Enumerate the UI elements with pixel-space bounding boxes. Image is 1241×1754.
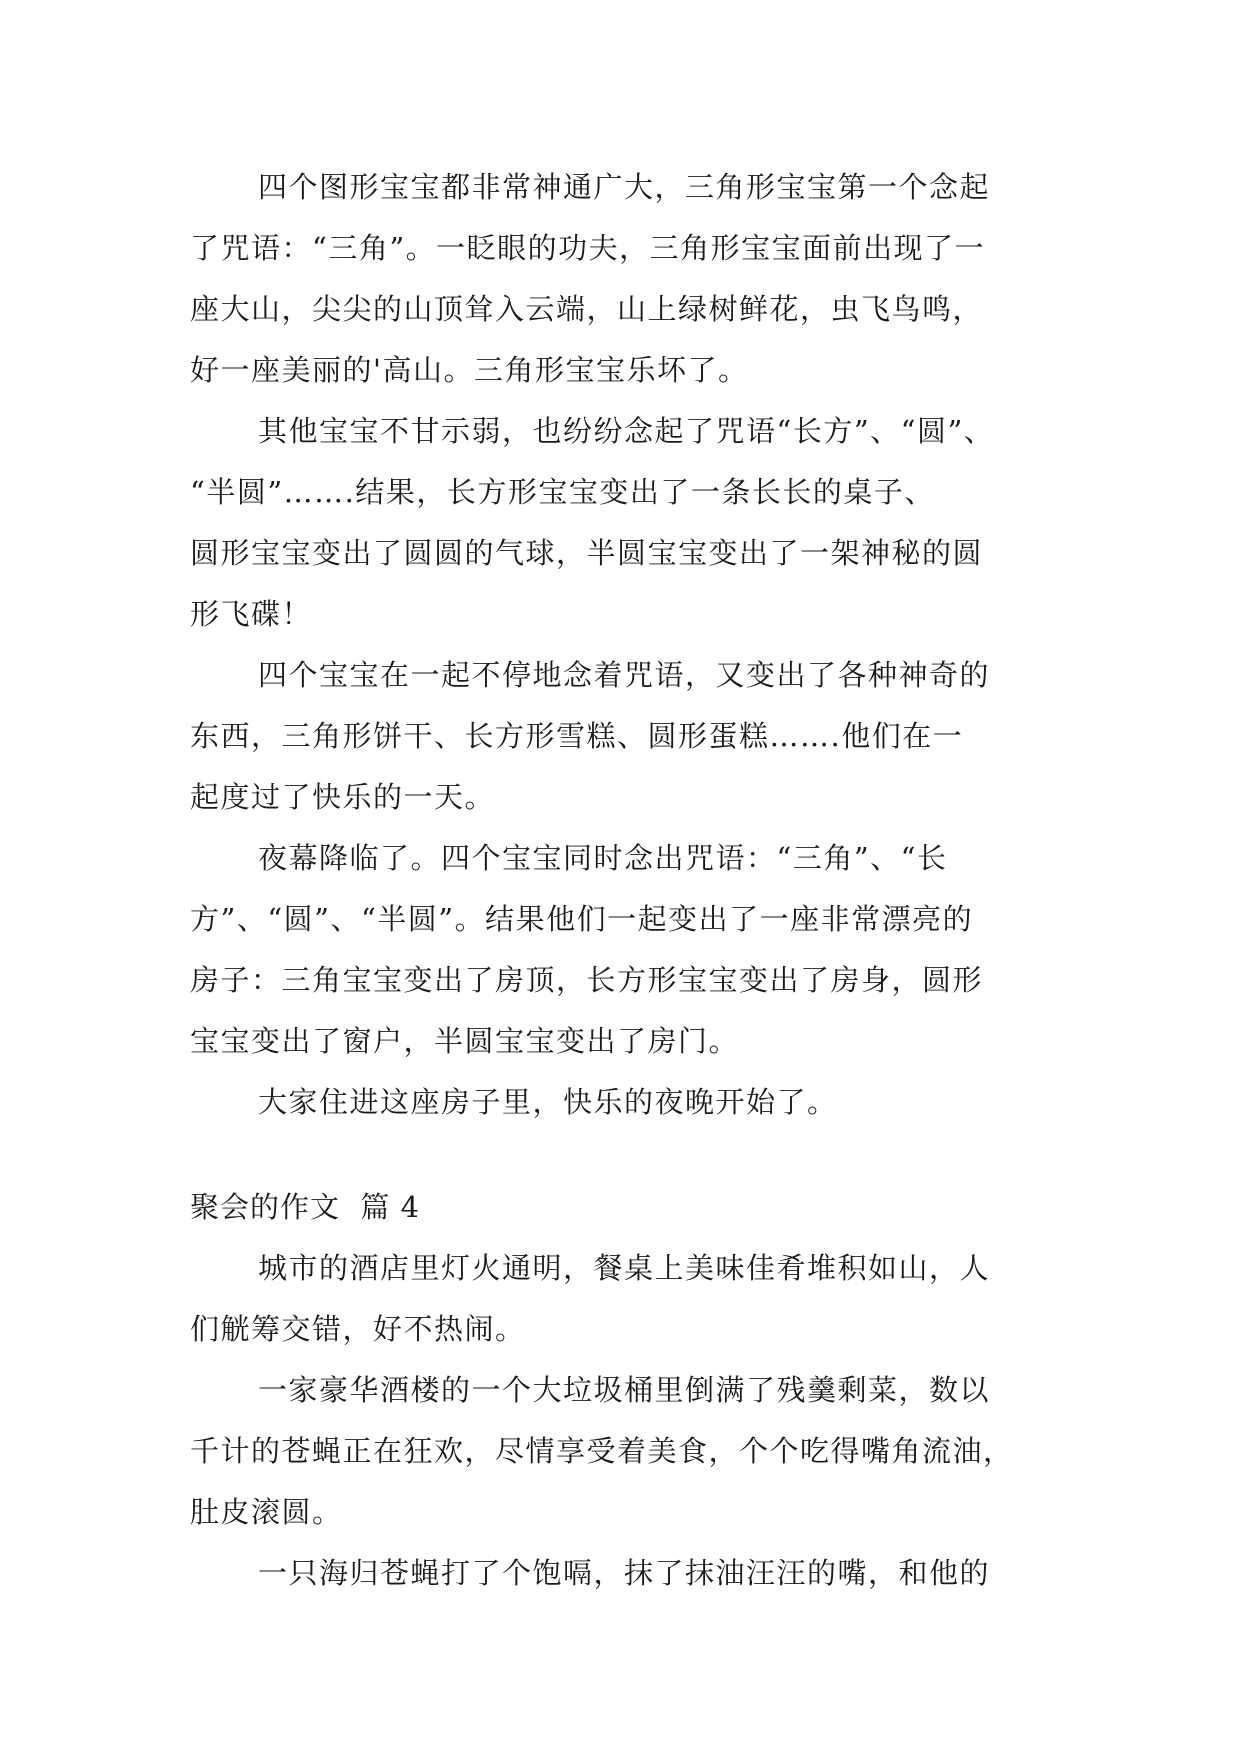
text-line: 夜幕降临了。四个宝宝同时念出咒语：“三角”、“长: [258, 841, 948, 875]
text-line: 大家住进这座房子里，快乐的夜晚开始了。: [258, 1085, 838, 1119]
section-heading: 聚会的作文 篇 4: [190, 1190, 421, 1224]
paragraph-a2: [190, 401, 1060, 645]
text-line: 千计的苍蝇正在狂欢，尽情享受着美食，个个吃得嘴角流油，: [190, 1434, 1014, 1468]
text-line: 形飞碟！: [190, 597, 313, 631]
paragraph-b2: [190, 1360, 1060, 1543]
text-line: 好一座美丽的'高山。三角形宝宝乐坏了。: [190, 353, 749, 387]
document-page: [190, 157, 1060, 1604]
text-line: 四个宝宝在一起不停地念着咒语，又变出了各种神奇的: [258, 658, 991, 692]
text-line: 们觥筹交错，好不热闹。: [190, 1312, 526, 1346]
paragraph-a1: [190, 157, 1060, 401]
paragraph-a4: [190, 828, 1060, 1072]
paragraph-b1: [190, 1238, 1060, 1360]
paragraph-b3: [190, 1543, 1060, 1604]
text-line: 宝宝变出了窗户，半圆宝宝变出了房门。: [190, 1024, 740, 1058]
text-line: 一家豪华酒楼的一个大垃圾桶里倒满了残羹剩菜，数以: [258, 1373, 991, 1407]
text-line: 座大山，尖尖的山顶耸入云端，山上绿树鲜花，虫飞鸟鸣，: [190, 292, 984, 326]
text-line: 其他宝宝不甘示弱，也纷纷念起了咒语“长方”、“圆”、: [258, 414, 995, 448]
text-line: 方”、“圆”、“半圆”。结果他们一起变出了一座非常漂亮的: [190, 902, 974, 936]
paragraph-a3: [190, 645, 1060, 828]
text-line: 房子：三角宝宝变出了房顶，长方形宝宝变出了房身，圆形: [190, 963, 984, 997]
text-line: 圆形宝宝变出了圆圆的气球，半圆宝宝变出了一架神秘的圆: [190, 536, 984, 570]
text-line: “半圆”…….结果，长方形宝宝变出了一条长长的桌子、: [190, 475, 935, 509]
text-line: 了咒语：“三角”。一眨眼的功夫，三角形宝宝面前出现了一: [190, 231, 986, 265]
text-line: 东西，三角形饼干、长方形雪糕、圆形蛋糕…….他们在一: [190, 719, 964, 753]
text-line: 肚皮滚圆。: [190, 1495, 343, 1529]
text-line: 起度过了快乐的一天。: [190, 780, 496, 814]
text-line: 城市的酒店里灯火通明，餐桌上美味佳肴堆积如山，人: [258, 1251, 991, 1285]
text-line: 一只海归苍蝇打了个饱嗝，抹了抹油汪汪的嘴，和他的: [258, 1556, 991, 1590]
paragraph-a5: [190, 1072, 1060, 1133]
text-line: 四个图形宝宝都非常神通广大，三角形宝宝第一个念起: [258, 170, 991, 204]
